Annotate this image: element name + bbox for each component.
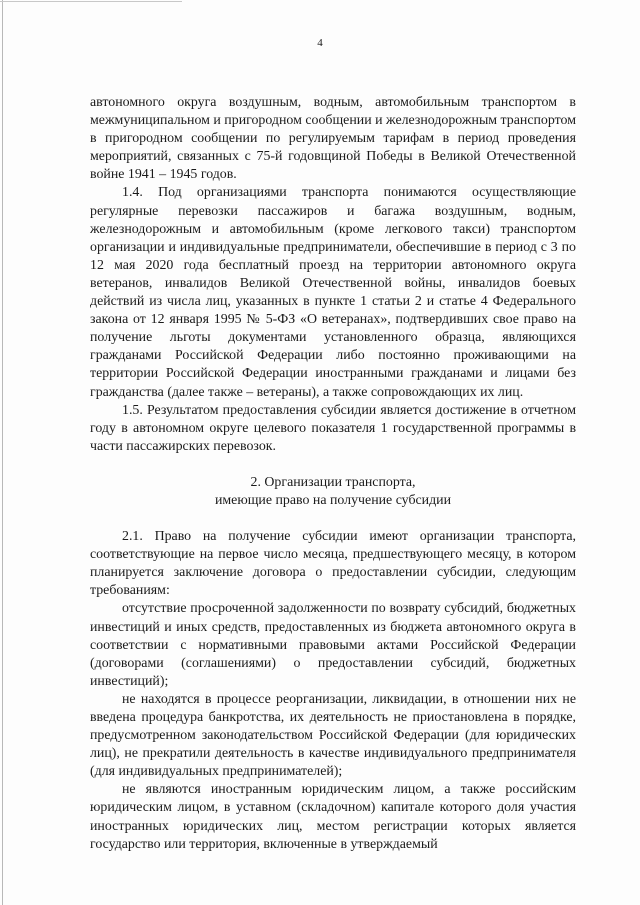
scan-edge-line xyxy=(2,0,3,905)
paragraph-2-1: 2.1. Право на получение субсидии имеют организации транспорта, соответствующие на первое число месяца, предшествующего месяцу, в котором планируется заключение договора о предоставлении субсидии, следующим требованиям: xyxy=(90,529,576,599)
section-heading xyxy=(90,474,576,510)
paragraph-1-4: 1.4. Под организациями транспорта понимаются осуществляющие регулярные перевозки пассажиров и багажа воздушным, водным, железнодорожным и автомобильным (кроме легкового такси) транспортом организации и индивидуальные предприниматели, обеспечившие в период с 3 по 12 мая 2020 года бесплатный проезд на территории автономного округа ветеранов, инвалидов Великой Отечественной войны, инвалидов боевых действий из числа лиц, указанных в пункте 1 статьи 2 и статье 4 Федерального закона от 12 января 1995 № 5-ФЗ «О ветеранах», подтвердивших свое право на получение льготы документами установленного образца, являющихся гражданами Российской Федерации либо постоянно проживающими на территории Российской Федерации иностранными гражданами и лицами без гражданства (далее также – ветераны), а также сопровождающих их лиц. xyxy=(90,185,576,400)
scan-top-line xyxy=(0,1,182,2)
section-heading-line-2: имеющие право на получение субсидии xyxy=(214,492,452,508)
requirement-not-foreign: не являются иностранным юридическим лицом, а также российским юридическим лицом, в уставном (складочном) капитале которого доля участия иностранных юридических лиц, местом регистрации которых является государство или территория, включенные в утверждаемый xyxy=(90,782,576,852)
requirement-no-reorganization: не находятся в процессе реорганизации, ликвидации, в отношении них не введена процедура банкротства, их деятельность не приостановлена в порядке, предусмотренном законодательством Российской Федерации (для юридических лиц), не прекратили деятельность в качестве индивидуального предпринимателя (для индивидуальных предпринимателей); xyxy=(90,691,576,780)
document-body xyxy=(90,94,576,854)
section-heading-line-1: 2. Организации транспорта, xyxy=(250,474,416,490)
requirement-no-debt: отсутствие просроченной задолженности по возврату субсидий, бюджетных инвестиций и иных средств, предоставленных из бюджета автономного округа в соответствии с нормативными правовыми актами Российской Федерации (договорами (соглашениями) о предоставлении субсидий, бюджетных инвестиций); xyxy=(90,601,576,689)
paragraph-1-5: 1.5. Результатом предоставления субсидии является достижение в отчетном году в автономном округе целевого показателя 1 государственной программы в части пассажирских перевозок. xyxy=(90,402,576,454)
page-number: 4 xyxy=(317,37,323,49)
paragraph-continuation: автономного округа воздушным, водным, автомобильным транспортом в межмуниципальном и пригородном сообщении и железнодорожным транспортом в пригородном сообщении по регулируемым тарифам в период проведения мероприятий, связанных с 75-й годовщиной Победы в Великой Отечественной войне 1941 – 1945 годов. xyxy=(90,95,576,183)
